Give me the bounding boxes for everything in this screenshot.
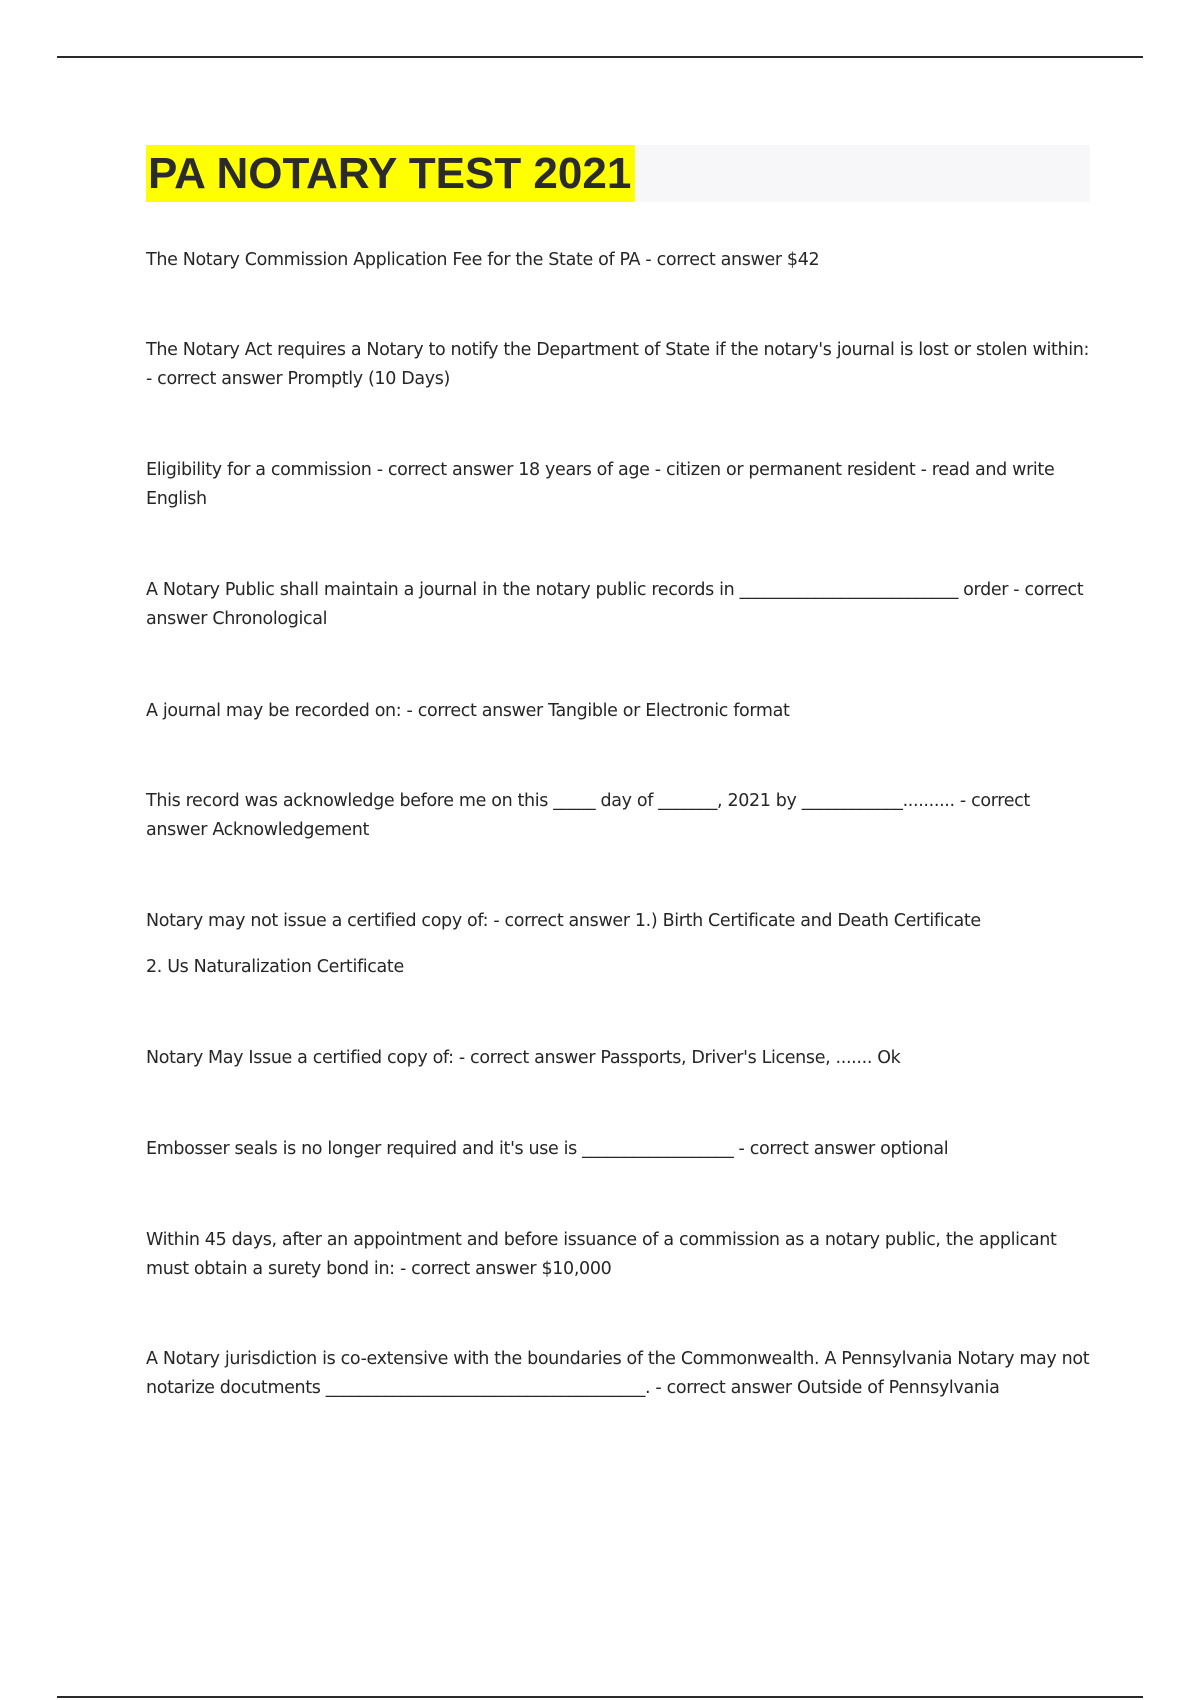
qa-entry-4: A Notary Public shall maintain a journal in the notary public records in __________________________ order - correct answer Chronological [146,580,1084,629]
qa-entry-9: Embosser seals is no longer required and it's use is __________________ - correct answer optional [146,1139,949,1159]
qa-entry-7: Notary may not issue a certified copy of: - correct answer 1.) Birth Certificate and Death Certificate [146,911,981,931]
qa-entry-6: This record was acknowledge before me on this _____ day of _______, 2021 by ____________.......... - correct answer Acknowledgement [146,791,1030,840]
bottom-horizontal-rule [57,1696,1143,1698]
qa-entry-10: Within 45 days, after an appointment and before issuance of a commission as a notary public, the applicant must obtain a surety bond in: - correct answer $10,000 [146,1230,1057,1279]
qa-entry-5: A journal may be recorded on: - correct answer Tangible or Electronic format [146,701,790,721]
qa-entry-3: Eligibility for a commission - correct answer 18 years of age - citizen or permanent resident - read and write English [146,460,1055,509]
qa-entry-7-continued: 2. Us Naturalization Certificate [146,957,404,977]
qa-entry-2: The Notary Act requires a Notary to notify the Department of State if the notary's journal is lost or stolen within: - correct answer Promptly (10 Days) [146,340,1090,389]
top-horizontal-rule [57,56,1143,58]
qa-entry-1: The Notary Commission Application Fee for the State of PA - correct answer $42 [146,250,820,270]
page-title: PA NOTARY TEST 2021 [146,145,635,202]
qa-entry-11: A Notary jurisdiction is co-extensive with the boundaries of the Commonwealth. A Pennsylvania Notary may not notarize docutments ______________________________________. - correct answer Outside of Pennsylvania [146,1349,1090,1398]
qa-entry-8: Notary May Issue a certified copy of: - correct answer Passports, Driver's License, ....... Ok [146,1048,901,1068]
